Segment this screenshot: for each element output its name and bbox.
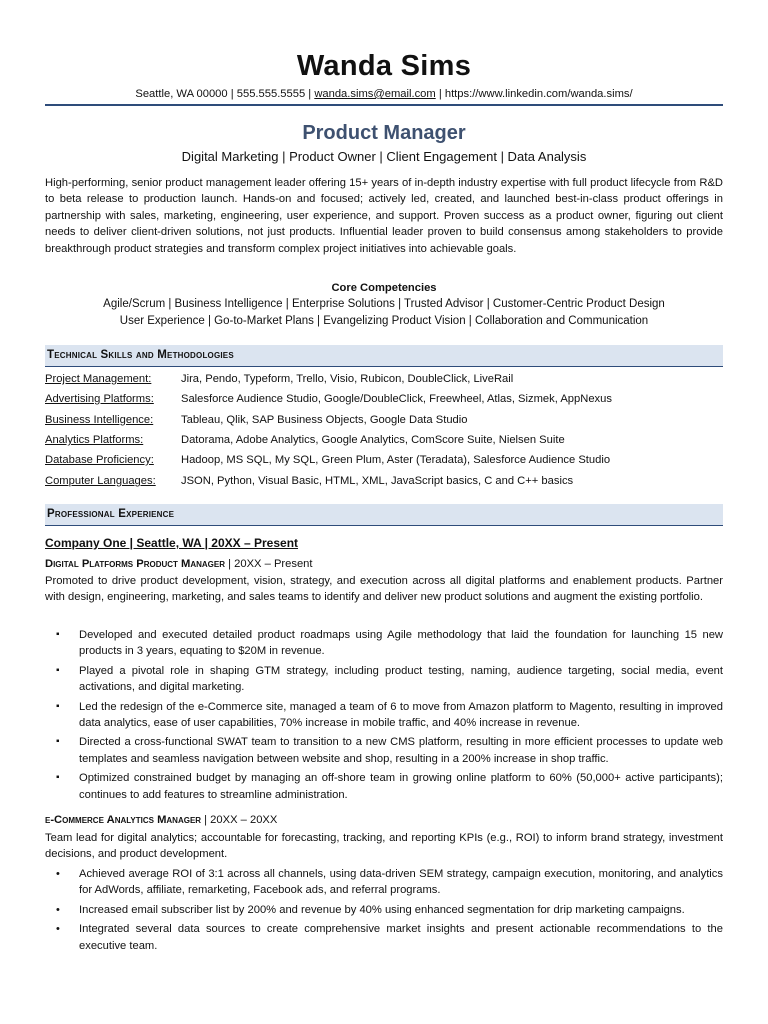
skill-category: Project Management:: [45, 373, 152, 385]
skill-value: Datorama, Adobe Analytics, Google Analytics, ComScore Suite, Nielsen Suite: [181, 434, 565, 446]
skills-section-header: [45, 345, 723, 367]
contact-line: [45, 88, 723, 100]
job-description: Team lead for digital analytics; accountable for forecasting, tracking, and reporting KPIs (e.g., ROI) to inform brand strategy, investment decisions, and product development.: [45, 832, 723, 861]
list-item: ▪ Led the redesign of the e-Commerce site, managed a team of 6 to move from Amazon platform to Magento, resulting in improved data analytics, ease of user capabilities, 70% increase in mobile traffic, and 40% increase in revenue.: [45, 699, 723, 732]
list-item: • Integrated several data sources to create comprehensive market insights and present actionable recommendations to the executive team.: [45, 921, 723, 954]
list-item: ▪ Played a pivotal role in shaping GTM strategy, including product testing, naming, audience targeting, social media, event activations, and digital marketing.: [45, 663, 723, 696]
job-bullets: [45, 627, 723, 806]
skill-value: Salesforce Audience Studio, Google/DoubleClick, Freewheel, Atlas, Sizmek, AppNexus: [181, 393, 612, 405]
header-divider: [45, 104, 723, 106]
list-item: • Achieved average ROI of 3:1 across all channels, using data-driven SEM strategy, campaign execution, monitoring, and analytics for AdWords, affiliate, remarketing, Facebook ads, and referral programs.: [45, 866, 723, 899]
competencies-title: Core Competencies: [331, 282, 437, 294]
list-item: • Increased email subscriber list by 200% and revenue by 40% using enhanced segmentation for drip marketing campaigns.: [45, 902, 723, 918]
job-description: Promoted to drive product development, vision, strategy, and execution across all digital platforms and enablement products. Partner with design, engineering, marketing, and sales teams to identify and deliver new product solutions and augment the existing portfolio.: [45, 575, 723, 604]
job-heading: [45, 814, 277, 826]
competencies-line: Agile/Scrum | Business Intelligence | Enterprise Solutions | Trusted Advisor | Customer-Centric Product Design: [103, 298, 665, 310]
contact-prefix: Seattle, WA 00000 | 555.555.5555 |: [135, 88, 315, 100]
skill-value: Tableau, Qlik, SAP Business Objects, Google Data Studio: [181, 414, 468, 426]
contact-suffix: | https://www.linkedin.com/wanda.sims/: [435, 88, 633, 100]
email-link[interactable]: wanda.sims@email.com: [314, 88, 436, 100]
candidate-name: Wanda Sims: [296, 50, 472, 82]
job-heading: [45, 558, 313, 570]
skill-category: Analytics Platforms:: [45, 434, 144, 446]
skill-value: Jira, Pendo, Typeform, Trello, Visio, Rubicon, DoubleClick, LiveRail: [181, 373, 514, 385]
skills-section-title: Technical Skills and Methodologies: [47, 349, 234, 361]
experience-section-header: [45, 504, 723, 526]
skill-category: Advertising Platforms:: [45, 393, 154, 405]
list-item: ▪ Directed a cross-functional SWAT team to transition to a new CMS platform, resulting in more efficient processes to update web templates and seamless navigation between website and shop, resulting in a 200% increase in shop traffic.: [45, 734, 723, 767]
summary-paragraph: High-performing, senior product management leader offering 15+ years of in-depth industry expertise with full product lifecycle from R&D to beta release to production launch. Hands-on and focused; actively led, created, and launched best-in-class product offerings in partnership with sales, marketing, engineering, user experience, and support. Proven success as a product owner, figuring out client needs to deliver client-driven solutions, not just products. Influential leader proven to build consensus among stakeholders to provide breakthrough product strategies and transform complex project initiatives into achievable goals.: [45, 177, 723, 255]
job-bullets: [45, 866, 723, 957]
company-heading: Company One | Seattle, WA | 20XX – Present: [45, 536, 299, 550]
job-title: e-Commerce Analytics Manager: [45, 814, 202, 826]
competencies-line: User Experience | Go-to-Market Plans | Evangelizing Product Vision | Collaboration and Communication: [119, 315, 649, 327]
job-dates: | 20XX – Present: [225, 558, 313, 570]
list-item: ▪ Optimized constrained budget by managing an off-shore team in growing online platform to 60% (50,000+ active participants); continues to add features to streamline administration.: [45, 770, 723, 803]
skill-value: JSON, Python, Visual Basic, HTML, XML, JavaScript basics, C and C++ basics: [181, 475, 574, 487]
list-item: ▪ Developed and executed detailed product roadmaps using Agile methodology that laid the foundation for launching 15 new products in 3 years, equating to $20M in revenue.: [45, 627, 723, 660]
skill-category: Computer Languages:: [45, 475, 156, 487]
experience-section-title: Professional Experience: [47, 508, 175, 520]
job-title: Digital Platforms Product Manager: [45, 558, 226, 570]
role-subtitle: Digital Marketing | Product Owner | Client Engagement | Data Analysis: [181, 149, 587, 164]
skill-value: Hadoop, MS SQL, My SQL, Green Plum, Aster (Teradata), Salesforce Audience Studio: [181, 454, 611, 466]
skill-category: Business Intelligence:: [45, 414, 154, 426]
role-title: Product Manager: [302, 122, 466, 144]
skill-category: Database Proficiency:: [45, 454, 154, 466]
job-dates: | 20XX – 20XX: [201, 814, 278, 826]
